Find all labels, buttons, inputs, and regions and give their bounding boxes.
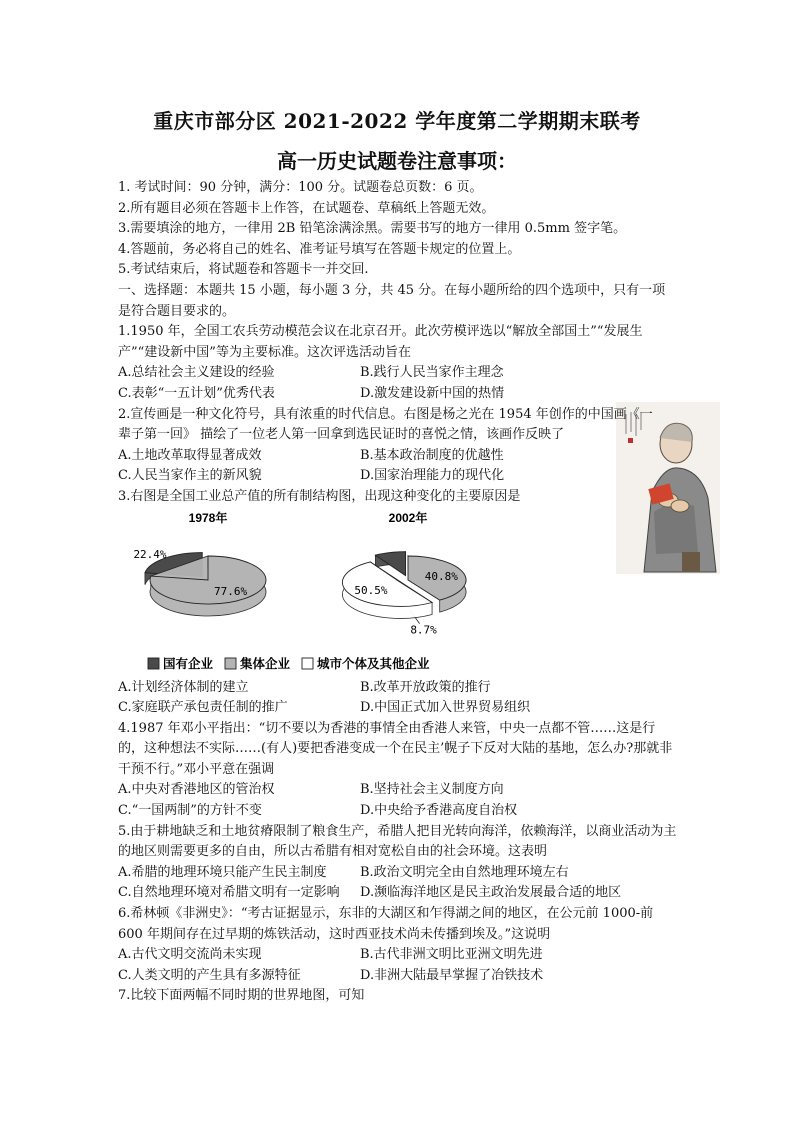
exam-subtitle: 高一历史试题卷注意事项： xyxy=(277,149,517,173)
pie-label-0-1: 77.6% xyxy=(213,584,248,598)
q4-options-row2 xyxy=(118,801,678,822)
q5-option-d[interactable]: D.濒临海洋地区是民主政治发展最合适的地区 xyxy=(360,885,622,901)
legend-private-label: 城市个体及其他企业 xyxy=(317,655,430,671)
exam-body xyxy=(118,178,678,1007)
section-heading: 一、选择题：本题共 15 小题，每小题 3 分，共 45 分。在每小题所给的四个选项中，只有一项是符合题目要求的。 xyxy=(118,282,666,319)
q2-option-c[interactable]: C.人民当家作主的新风貌 xyxy=(118,468,262,484)
pie-title-0: 1978年 xyxy=(188,510,228,525)
q6-option-c[interactable]: C.人类文明的产生具有多源特征 xyxy=(118,967,301,983)
q2-option-b[interactable]: B.基本政治制度的优越性 xyxy=(360,447,504,463)
q1-stem: 1.1950 年，全国工农兵劳动模范会议在北京召开。此次劳模评选以“解放全部国土”“发展生产”“建设新中国”等为主要标准。这次评选活动旨在 xyxy=(118,324,643,360)
note-2: 2.所有题目必须在答题卡上作答，在试题卷、草稿纸上答题无效。 xyxy=(118,200,495,216)
q6-options-row1 xyxy=(118,945,678,966)
q2-stem-line1: 2.宣传画是一种文化符号，具有浓重的时代信息。右图是杨之光在 1954 年创作的中国画《一 xyxy=(118,406,653,422)
q3-option-a[interactable]: A.计划经济体制的建立 xyxy=(118,679,249,695)
q1-option-b[interactable]: B.践行人民当家作主理念 xyxy=(360,365,504,381)
legend-state-swatch xyxy=(148,658,159,669)
note-3: 3.需要填涂的地方，一律用 2B 铅笔涂满涂黑。需要书写的地方一律用 0.5mm 签字笔。 xyxy=(118,221,627,237)
pie-label-1-0: 8.7% xyxy=(410,623,437,637)
q2-stem-line2: 辈子第一回》 描绘了一位老人第一回拿到选民证时的喜悦之情，该画作反映了 xyxy=(118,427,565,443)
q4-options-row1 xyxy=(118,780,678,801)
pie-label-1-2: 50.5% xyxy=(354,583,388,597)
q6-options-row2 xyxy=(118,966,678,987)
legend-collective-label: 集体企业 xyxy=(240,655,291,671)
q6-option-a[interactable]: A.古代文明交流尚未实现 xyxy=(118,947,262,963)
legend-collective-swatch xyxy=(225,658,236,669)
q2-options-row1 xyxy=(118,446,678,467)
q5-option-a[interactable]: A.希腊的地理环境只能产生民主制度 xyxy=(118,864,327,880)
pie-label-0-0: 22.4% xyxy=(133,547,167,561)
q6-option-d[interactable]: D.非洲大陆最早掌握了冶铁技术 xyxy=(360,967,544,983)
pie-label-1-1: 40.8% xyxy=(424,569,458,583)
q3-option-b[interactable]: B.改革开放政策的推行 xyxy=(360,679,491,695)
q2-option-d[interactable]: D.国家治理能力的现代化 xyxy=(360,468,505,484)
q1-option-a[interactable]: A.总结社会主义建设的经验 xyxy=(118,365,275,381)
q5-option-b[interactable]: B.政治文明完全由自然地理环境左右 xyxy=(360,864,569,880)
q2-option-a[interactable]: A.土地改革取得显著成效 xyxy=(118,447,262,463)
q6-stem: 6.希林顿《非洲史》：“考古证据显示，东非的大湖区和乍得湖之间的地区，在公元前 1000-前 600 年期间存在过早期的炼铁活动，这时西亚技术尚未传播到埃及。”这说明 xyxy=(118,906,654,942)
q4-stem: 4.1987 年邓小平指出：“切不要以为香港的事情全由香港人来管，中央一点都不管……这是行的，这种想法不实际……(有人)要把香港变成一个在民主’幌子下反对大陆的基地，怎么办?那就非干预不行。”邓小平意在强调 xyxy=(118,720,673,777)
note-5: 5.考试结束后，将试题卷和答题卡一并交回. xyxy=(118,262,369,278)
q1-options-row1 xyxy=(118,363,678,384)
q1-option-d[interactable]: D.激发建设新中国的热情 xyxy=(360,385,505,401)
q2-options-row2 xyxy=(118,466,678,487)
q1-options-row2 xyxy=(118,384,678,405)
q4-option-b[interactable]: B.坚持社会主义制度方向 xyxy=(360,782,504,798)
q3-option-d[interactable]: D.中国正式加入世界贸易组织 xyxy=(360,700,531,716)
legend-private-swatch xyxy=(302,658,313,669)
exam-title: 重庆市部分区 2021-2022 学年度第二学期期末联考 xyxy=(153,109,641,133)
note-4: 4.答题前，务必将自己的姓名、准考证号填写在答题卡规定的位置上。 xyxy=(118,241,521,257)
q5-option-c[interactable]: C.自然地理环境对希腊文明有一定影响 xyxy=(118,885,340,901)
q1-option-c[interactable]: C.表彰“一五计划”优秀代表 xyxy=(118,385,275,401)
legend-state-label: 国有企业 xyxy=(163,655,214,671)
ownership-pie-charts xyxy=(118,508,678,678)
pie-title-1: 2002年 xyxy=(388,510,428,525)
q7-stem: 7.比较下面两幅不同时期的世界地图，可知 xyxy=(118,988,365,1004)
q4-option-a[interactable]: A.中央对香港地区的管治权 xyxy=(118,782,275,798)
q3-stem: 3.右图是全国工业总产值的所有制结构图，出现这种变化的主要原因是 xyxy=(118,488,521,504)
q5-options-row2 xyxy=(118,883,678,904)
q3-options-row2 xyxy=(118,698,678,719)
q3-options-row1 xyxy=(118,678,678,699)
q6-option-b[interactable]: B.古代非洲文明比亚洲文明先进 xyxy=(360,947,543,963)
q4-option-c[interactable]: C.“一国两制”的方针不变 xyxy=(118,803,262,819)
q4-option-d[interactable]: D.中央给予香港高度自治权 xyxy=(360,803,518,819)
note-1: 1. 考试时间：90 分钟，满分：100 分。试题卷总页数：6 页。 xyxy=(118,180,483,195)
q5-stem: 5.由于耕地缺乏和土地贫瘠限制了粮食生产，希腊人把目光转向海洋，依赖海洋，以商业活动为主的地区则需要更多的自由，所以古希腊有相对宽松自由的社会环境。这表明 xyxy=(118,823,677,860)
q3-option-c[interactable]: C.家庭联产承包责任制的推广 xyxy=(118,700,288,716)
pie-chart-svg xyxy=(118,508,518,678)
q5-options-row1 xyxy=(118,863,678,884)
